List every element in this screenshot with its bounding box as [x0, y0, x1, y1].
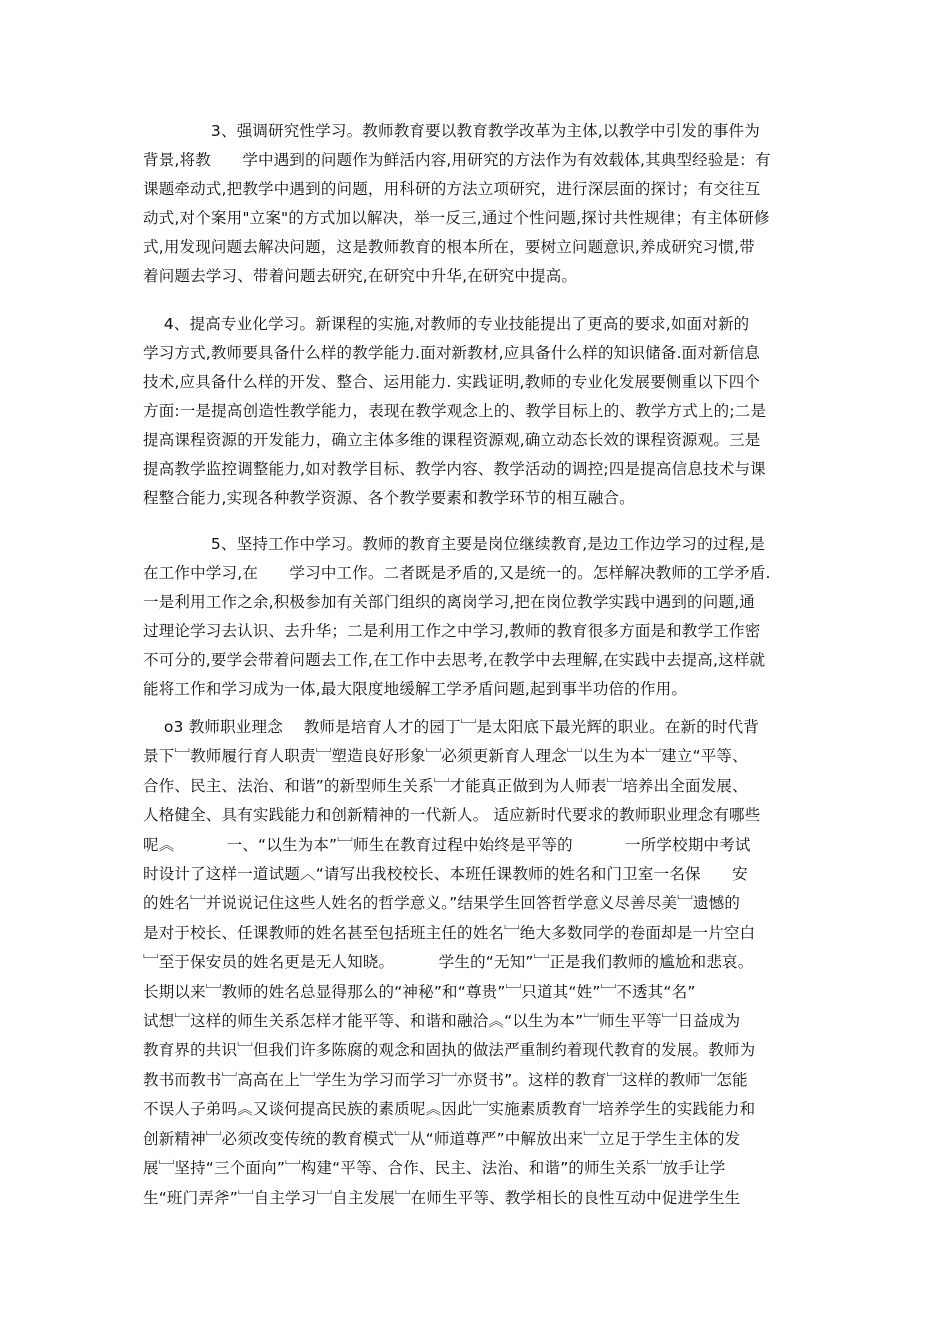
- text-line: 人格健全、具有实践能力和创新精神的一代新人。 适应新时代要求的教师职业理念有哪些: [143, 806, 761, 825]
- text-line: 提高课程资源的开发能力，确立主体多维的课程资源观,确立动态长效的课程资源观。三是: [143, 431, 761, 449]
- paragraph-teacher-philosophy: [143, 713, 811, 1213]
- text-line: 不可分的,要学会带着问题去工作,在工作中去思考,在教学中去理解,在实践中去提高,这样就: [143, 651, 766, 669]
- text-line: 4、提高专业化学习。新课程的实施,对教师的专业技能提出了更高的要求,如面对新的: [143, 315, 750, 333]
- text-line: 式,用发现问题去解决问题，这是教师教育的根本所在，要树立问题意识,养成研究习惯,带: [143, 238, 755, 256]
- text-line: 景下﹈教师履行育人职责﹈塑造良好形象﹈必须更新育人理念﹈以生为本﹈建立“平等、: [143, 747, 748, 766]
- text-line: 程整合能力,实现各种教学资源、各个教学要素和教学环节的相互融合。: [143, 489, 635, 507]
- text-line: 学习方式,教师要具备什么样的教学能力.面对新教材,应具备什么样的知识储备.面对新信息: [143, 344, 761, 362]
- text-line: 合作、民主、法治、和谐”的新型师生关系﹈才能真正做到为人师表﹈培养出全面发展、: [143, 776, 748, 795]
- text-line: 的姓名﹈并说说记住这些人姓名的哲学意义。”结果学生回答哲学意义尽善尽美﹈遗憾的: [143, 894, 741, 913]
- text-line: 3、强调研究性学习。教师教育要以教育教学改革为主体,以教学中引发的事件为: [143, 122, 760, 140]
- text-line: 提高教学监控调整能力,如对教学目标、教学内容、教学活动的调控;四是提高信息技术与课: [143, 460, 766, 478]
- text-line: 是对于校长、任课教师的姓名甚至包括班主任的姓名﹈绝大多数同学的卷面却是一片空白: [143, 923, 756, 942]
- paragraph-professional-learning: [143, 310, 811, 513]
- text-line: 动式,对个案用"立案"的方式加以解决，举一反三,通过个性问题,探讨共性规律；有主体研修: [143, 209, 770, 227]
- text-line: 试想﹈这样的师生关系怎样才能平等、和谐和融洽︽“以生为本”﹈师生平等﹈日益成为: [143, 1012, 741, 1031]
- text-line: 时设计了这样一道试题︿“请写出我校校长、本班任课教师的姓名和门卫室一名保 安: [143, 865, 748, 884]
- text-line: 课题牵动式,把教学中遇到的问题，用科研的方法立项研究，进行深层面的探讨；有交往互: [143, 180, 761, 198]
- text-line: 着问题去学习、带着问题去研究,在研究中升华,在研究中提高。: [143, 267, 578, 285]
- text-line: 能将工作和学习成为一体,最大限度地缓解工学矛盾问题,起到事半功倍的作用。: [143, 680, 688, 698]
- text-line: ﹈至于保安员的姓名更是无人知晓。 学生的“无知”﹈正是我们教师的尴尬和悲哀。: [143, 953, 754, 972]
- text-line: ο3 教师职业理念 教师是培育人才的园丁﹈是太阳底下最光辉的职业。在新的时代背: [143, 718, 760, 736]
- text-line: 方面:一是提高创造性教学能力，表现在教学观念上的、教学目标上的、教学方式上的;二是: [143, 402, 767, 420]
- text-line: 呢︽ 一、“以生为本”﹈师生在教育过程中始终是平等的 一所学校期中考试: [143, 835, 751, 854]
- text-line: 背景,将教 学中遇到的问题作为鲜活内容,用研究的方法作为有效载体,其典型经验是：有: [143, 151, 771, 169]
- text-line: 创新精神﹈必须改变传统的教育模式﹈从“师道尊严”中解放出来﹈立足于学生主体的发: [143, 1129, 741, 1148]
- text-line: 生“班门弄斧”﹈自主学习﹈自主发展﹈在师生平等、教学相长的良性互动中促进学生生: [143, 1188, 741, 1207]
- paragraph-learning-at-work: [143, 530, 811, 704]
- paragraph-research-learning: [143, 117, 811, 291]
- text-line: 展﹈坚持“三个面向”﹈构建“平等、合作、民主、法治、和谐”的师生关系﹈放手让学: [143, 1159, 726, 1178]
- text-line: 5、坚持工作中学习。教师的教育主要是岗位继续教育,是边工作边学习的过程,是: [143, 535, 766, 553]
- text-line: 教书而教书﹈高高在上﹈学生为学习而学习﹈亦贤书”。这样的教育﹈这样的教师﹈怎能: [143, 1070, 748, 1089]
- text-line: 教育界的共识﹈但我们许多陈腐的观念和固执的做法严重制约着现代教育的发展。教师为: [143, 1041, 756, 1060]
- text-line: 长期以来﹈教师的姓名总显得那么的“神秘”和“尊贵”﹈只道其“姓”﹈不透其“名”: [143, 982, 696, 1001]
- text-line: 技术,应具备什么样的开发、整合、运用能力. 实践证明,教师的专业化发展要侧重以下四个: [143, 373, 761, 391]
- text-line: 一是利用工作之余,积极参加有关部门组织的离岗学习,把在岗位教学实践中遇到的问题,通: [143, 593, 755, 611]
- text-line: 在工作中学习,在 学习中工作。二者既是矛盾的,又是统一的。怎样解决教师的工学矛盾.: [143, 564, 771, 582]
- text-line: 不误人子弟吗︽又谈何提高民族的素质呢︽因此﹈实施素质教育﹈培养学生的实践能力和: [143, 1100, 756, 1119]
- text-line: 过理论学习去认识、去升华；二是利用工作之中学习,教师的教育很多方面是和教学工作密: [143, 622, 761, 640]
